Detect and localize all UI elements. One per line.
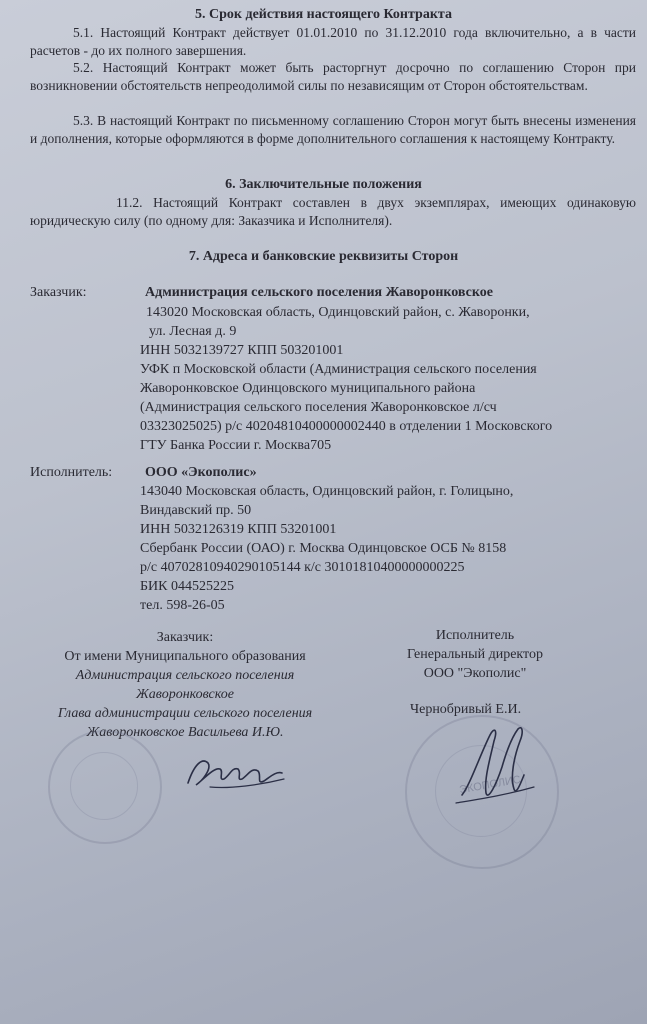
contractor-address-2: Виндавский пр. 50: [140, 503, 252, 518]
customer-bank-5: ГТУ Банка России г. Москва705: [140, 438, 332, 453]
left-signature-line-2: Жаворонковское: [135, 687, 234, 702]
customer-address-1: 143020 Московская область, Одинцовский район, с. Жаворонки,: [146, 305, 530, 320]
section-5-paragraph-2: 5.2. Настоящий Контракт может быть расторгнут досрочно по соглашению Сторон при возникновении обстоятельств непреодолимой силы по независящим от Сторон обстоятельствам.: [30, 60, 636, 93]
contractor-address-1: 143040 Московская область, Одинцовский район, г. Голицыно,: [140, 484, 514, 499]
customer-bank-4: 03323025025) р/с 40204810400000002440 в отделении 1 Московского: [140, 419, 553, 434]
section-5-paragraph-1: 5.1. Настоящий Контракт действует 01.01.2010 по 31.12.2010 года включительно, а в части расчетов - до их полного завершения.: [30, 25, 636, 58]
section-5-title: 5. Срок действия настоящего Контракта: [195, 7, 452, 22]
right-handwritten-signature: [450, 715, 540, 815]
customer-bank-2: Жаворонковское Одинцовского муниципального района: [140, 381, 476, 396]
contractor-label: Исполнитель:: [30, 465, 113, 480]
contractor-bank: Сбербанк России (ОАО) г. Москва Одинцовское ОСБ № 8158: [140, 541, 507, 556]
customer-bank-1: УФК п Московской области (Администрация сельского поселения: [140, 362, 537, 377]
customer-name: Администрация сельского поселения Жаворонковское: [145, 285, 493, 300]
left-signature-org: От имени Муниципального образования: [64, 649, 306, 664]
left-signature-line-3: Глава администрации сельского поселения: [57, 706, 313, 721]
section-6-paragraph-1: 11.2. Настоящий Контракт составлен в двух экземплярах, имеющих одинаковую юридическую силу (по одному для: Заказчика и Исполнителя).: [30, 195, 636, 228]
left-stamp: [48, 730, 162, 844]
right-stamp-text: ЭКОПОЛИС: [458, 773, 522, 797]
customer-address-2: ул. Лесная д. 9: [149, 324, 237, 339]
right-signature-role: Исполнитель: [435, 628, 515, 643]
right-signature-org: ООО "Экополис": [423, 666, 527, 681]
customer-label: Заказчик:: [30, 285, 87, 300]
left-signature-role: Заказчик:: [156, 630, 214, 645]
left-handwritten-signature: [180, 745, 290, 795]
left-signature-line-1: Администрация сельского поселения: [75, 668, 295, 683]
left-signature-line-4: Жаворонковское Васильева И.Ю.: [86, 725, 284, 740]
right-signature-position: Генеральный директор: [407, 647, 543, 662]
contractor-inn: ИНН 5032126319 КПП 53201001: [140, 522, 337, 537]
right-signature-name: Чернобривый Е.И.: [410, 702, 522, 717]
contractor-account: р/с 40702810940290105144 к/с 30101810400000000225: [140, 560, 465, 575]
customer-inn: ИНН 5032139727 КПП 503201001: [140, 343, 344, 358]
contractor-bik: БИК 044525225: [140, 579, 234, 594]
section-5-paragraph-3: 5.3. В настоящий Контракт по письменному соглашению Сторон могут быть внесены изменения и дополнения, которые оформляются в форме дополнительного соглашения к настоящему Контракту.: [30, 113, 636, 146]
contractor-name: ООО «Экополис»: [145, 465, 257, 480]
customer-bank-3: (Администрация сельского поселения Жаворонковское л/сч: [140, 400, 497, 415]
section-7-title: 7. Адреса и банковские реквизиты Сторон: [188, 249, 459, 264]
contractor-phone: тел. 598-26-05: [140, 598, 225, 613]
section-6-title: 6. Заключительные положения: [225, 177, 422, 192]
